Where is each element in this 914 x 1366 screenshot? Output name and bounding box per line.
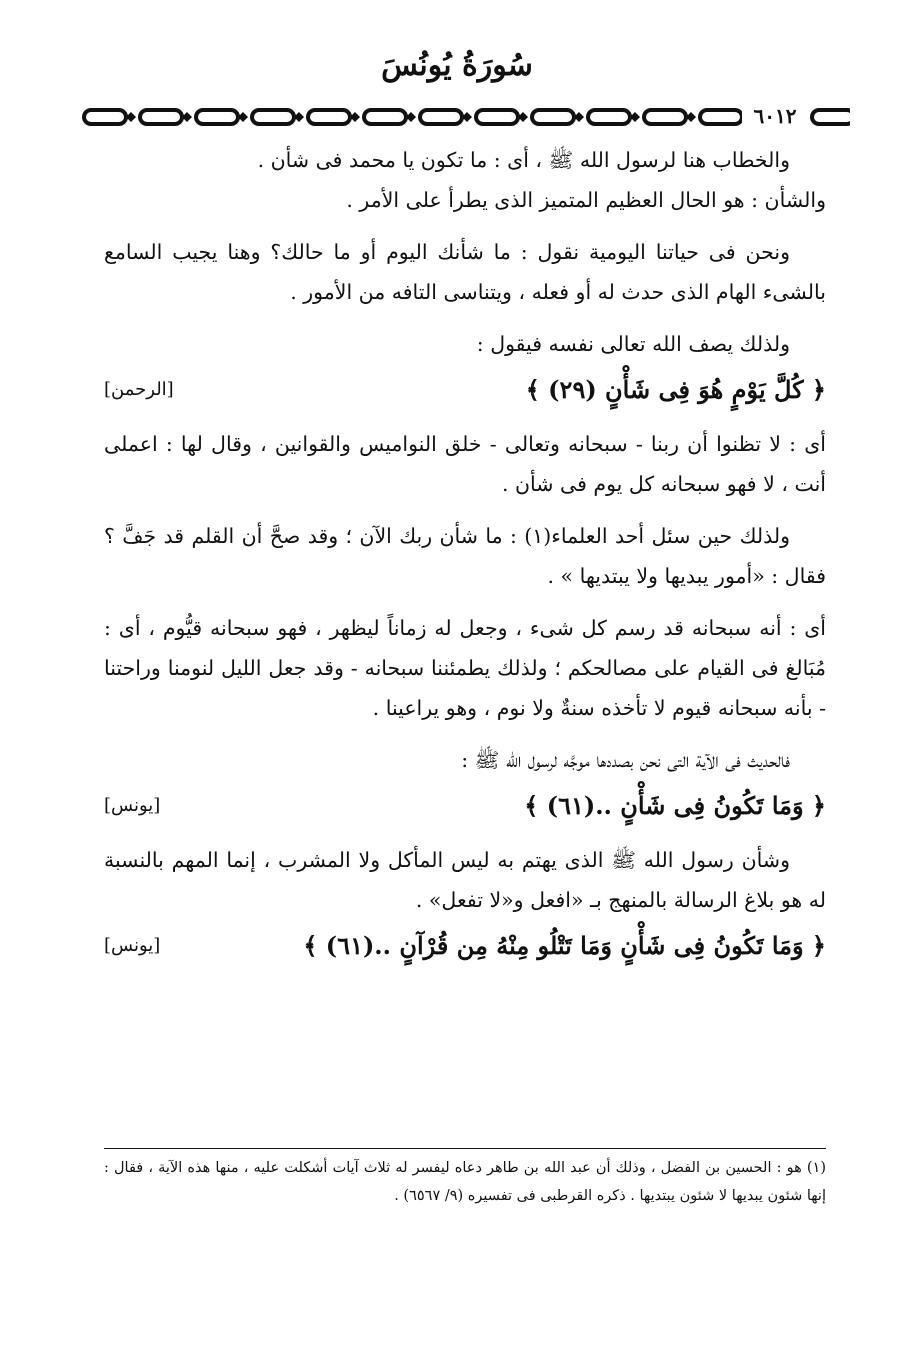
verse-reference: [يونس] xyxy=(104,935,161,956)
quran-verse xyxy=(104,368,826,412)
page-body xyxy=(104,140,826,980)
verse-reference: [يونس] xyxy=(104,795,161,816)
paragraph: أى : لا تظنوا أن ربنا - سبحانه وتعالى - خلق النواميس والقوانين ، وقال لها : اعملى أنت ، لا فهو سبحانه كل يوم فى شأن . xyxy=(104,432,826,496)
paragraph: وشأن رسول الله ﷺ الذى يهتم به ليس المأكل ولا المشرب ، إنما المهم بالنسبة له هو بلاغ الرسالة بالمنهج بـ «افعل و«لا تفعل» . xyxy=(104,848,826,912)
paragraph: ولذلك حين سئل أحد العلماء(١) : ما شأن ربك الآن ؛ وقد صحَّ أن القلم قد جَفَّ ؟ فقال : «أمور يبديها ولا يبتديها » . xyxy=(104,524,826,588)
paragraph: والشأن : هو الحال العظيم المتميز الذى يطرأ على الأمر . xyxy=(346,188,826,212)
footnote-divider xyxy=(104,1148,826,1149)
verse-text: ﴿ كُلَّ يَوْمٍ هُوَ فِى شَأْنٍ (٢٩) ﴾ xyxy=(525,375,826,404)
quran-verse xyxy=(104,924,826,968)
paragraph: ولذلك يصف الله تعالى نفسه فيقول : xyxy=(476,332,790,356)
footnote: (١) هو : الحسين بن الفضل ، وذلك أن عبد الله بن طاهر دعاه ليفسر له ثلاث آيات أشكلت عليه ، منها هذه الآية ، فقال : إنها شئون يبديها لا شئون يبتديها . ذكره القرطبى فى تفسيره (٩/ ٦٥٦٧) . xyxy=(104,1160,826,1204)
verse-text: ﴿ وَمَا تَكُونُ فِى شَأْنٍ ..(٦١) ﴾ xyxy=(524,791,826,820)
paragraph: والخطاب هنا لرسول الله ﷺ ، أى : ما تكون يا محمد فى شأن . xyxy=(257,148,790,172)
page-number: ٦٠١٢ xyxy=(742,102,808,130)
verse-text: ﴿ وَمَا تَكُونُ فِى شَأْنٍ وَمَا تَتْلُو مِنْهُ مِن قُرْآنٍ ..(٦١) ﴾ xyxy=(303,931,826,960)
header-ornament-rule xyxy=(80,104,850,130)
paragraph: فالحديث فى الآية التى نحن بصددها موجَّه لرسول الله ﷺ : xyxy=(461,748,790,772)
surah-title: سُورَةُ يُونُسَ xyxy=(381,48,533,83)
quran-verse xyxy=(104,784,826,828)
paragraph: أى : أنه سبحانه قد رسم كل شىء ، وجعل له زماناً ليظهر ، فهو سبحانه قيُّوم ، أى : مُبَالغ فى القيام على مصالحكم ؛ ولذلك يطمئننا سبحانه - وقد جعل الليل لنومنا وراحتنا - بأنه سبحانه قيوم لا تأخذه سنةٌ ولا نوم ، وهو يراعينا . xyxy=(104,616,826,720)
verse-reference: [الرحمن] xyxy=(104,379,174,400)
paragraph: ونحن فى حياتنا اليومية نقول : ما شأنك اليوم أو ما حالك؟ وهنا يجيب السامع بالشىء الهام الذى حدث له أو فعله ، ويتناسى التافه من الأمور . xyxy=(104,240,826,304)
